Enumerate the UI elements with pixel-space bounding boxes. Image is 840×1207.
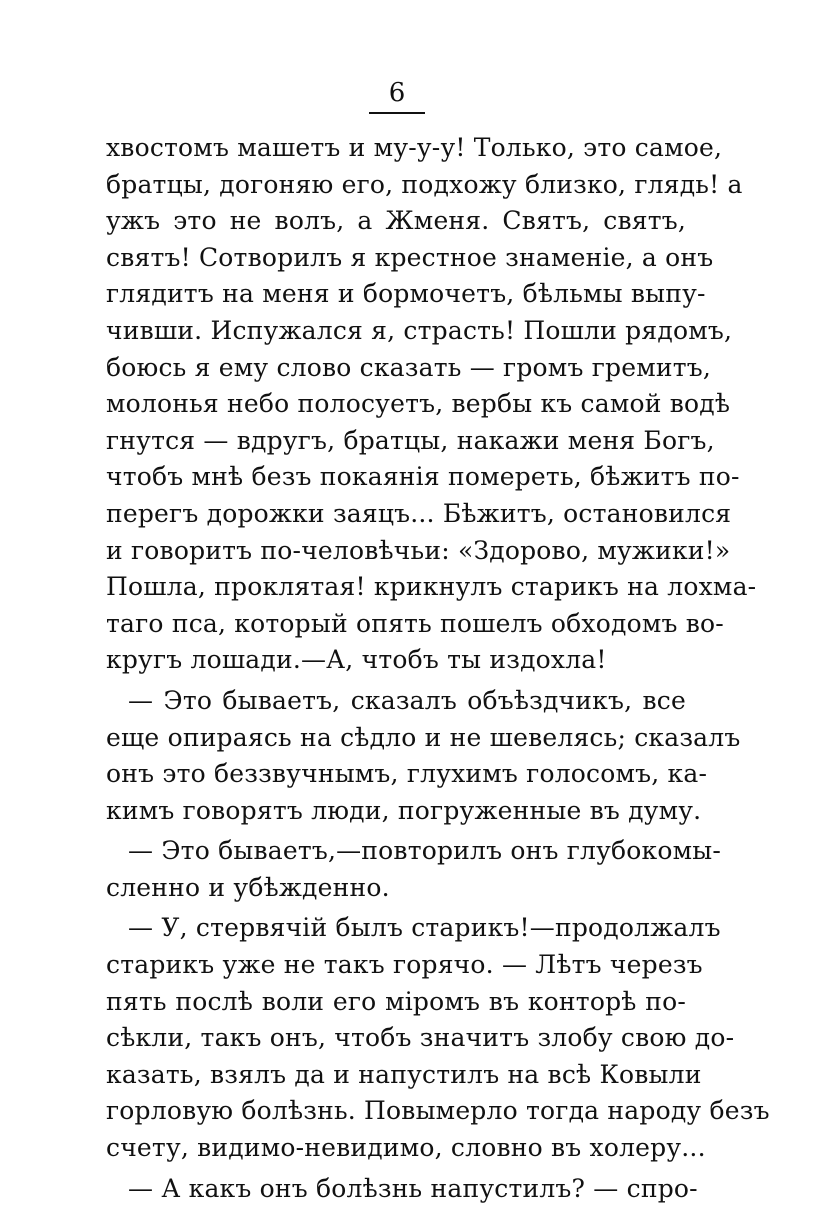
- text-line: братцы, догоняю его, подхожу близко, глядь! а: [106, 169, 743, 199]
- text-line: ужъ это не волъ, а Жменя. Святъ, святъ,: [106, 206, 686, 236]
- text-line: сленно и убѣжденно.: [106, 872, 390, 902]
- text-line: казать, взялъ да и напустилъ на всѣ Ковыли: [106, 1059, 702, 1089]
- text-line: еще опираясь на сѣдло и не шевелясь; сказалъ: [106, 722, 741, 752]
- text-line: — Это бываетъ, сказалъ объѣздчикъ, все: [128, 685, 686, 715]
- text-line: кимъ говорятъ люди, погруженные въ думу.: [106, 795, 702, 825]
- text-line: — У, стервячій былъ старикъ!—продолжалъ: [128, 913, 721, 943]
- text-line: перегъ дорожки заяцъ... Бѣжитъ, остановился: [106, 498, 732, 528]
- text-line: святъ! Сотворилъ я крестное знаменіе, а онъ: [106, 242, 714, 272]
- text-line: и говоритъ по-человѣчьи: «Здорово, мужики!»: [106, 535, 731, 565]
- page-number: 6: [388, 78, 406, 108]
- body-text: [106, 130, 770, 1207]
- text-line: — А какъ онъ болѣзнь напустилъ? — спро-: [128, 1173, 698, 1203]
- text-line: молонья небо полосуетъ, вербы къ самой водѣ: [106, 389, 731, 419]
- text-line: Пошла, проклятая! крикнулъ старикъ на лохма-: [106, 572, 757, 602]
- text-line: чтобъ мнѣ безъ покаянія помереть, бѣжитъ по-: [106, 462, 740, 492]
- text-line: счету, видимо-невидимо, словно въ холеру...: [106, 1133, 706, 1163]
- text-line: — Это бываетъ,—повторилъ онъ глубокомы-: [128, 836, 722, 866]
- text-line: хвостомъ машетъ и му-у-у! Только, это самое,: [106, 133, 723, 162]
- page-number-header: [367, 78, 427, 114]
- text-line: боюсь я ему слово сказать — громъ гремитъ,: [106, 352, 711, 382]
- text-line: кругъ лошади.—А, чтобъ ты издохла!: [106, 645, 607, 675]
- text-line: горловую болѣзнь. Повымерло тогда народу безъ: [106, 1096, 770, 1126]
- text-line: старикъ уже не такъ горячо. — Лѣтъ черезъ: [106, 950, 703, 980]
- page-number-underline: [369, 112, 425, 114]
- text-line: гнутся — вдругъ, братцы, накажи меня Богъ,: [106, 425, 715, 455]
- text-line: таго пса, который опять пошелъ обходомъ во-: [106, 608, 724, 638]
- text-line: чивши. Испужался я, страсть! Пошли рядомъ,: [106, 315, 733, 345]
- text-line: глядитъ на меня и бормочетъ, бѣльмы выпу-: [106, 279, 706, 309]
- text-line: пять послѣ воли его міромъ въ конторѣ по-: [106, 986, 686, 1016]
- text-line: сѣкли, такъ онъ, чтобъ значитъ злобу свою до-: [106, 1023, 735, 1053]
- text-line: онъ это беззвучнымъ, глухимъ голосомъ, ка-: [106, 759, 708, 789]
